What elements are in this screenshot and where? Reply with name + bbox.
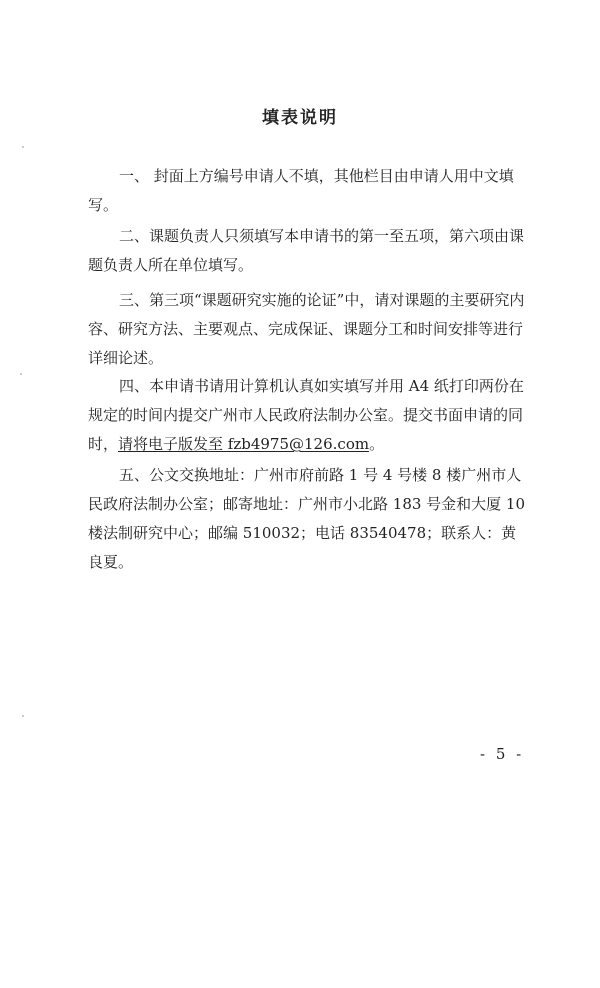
paragraph-3-text: 三、第三项“课题研究实施的论证”中，请对课题的主要研究内容、研究方法、主要观点、完成保证、课题分工和时间安排等进行详细论述。	[88, 291, 525, 367]
paragraph-2-text: 二、课题负责人只须填写本申请书的第一至五项，第六项由课题负责人所在单位填写。	[88, 227, 525, 274]
email-link[interactable]: 请将电子版发至 fzb4975@126.com	[118, 435, 370, 453]
scan-speck	[22, 715, 24, 717]
paragraph-5-text: 五、公文交换地址：广州市府前路 1 号 4 号楼 8 楼广州市人民政府法制办公室；邮寄地址：广州市小北路 183 号金和大厦 10 楼法制研究中心；邮编 510032；电话 83540478；联系人：黄良夏。	[88, 466, 526, 571]
paragraph-4	[88, 372, 528, 460]
document-title: 填表说明	[262, 108, 338, 128]
scan-speck	[20, 373, 22, 375]
paragraph-2	[88, 222, 528, 281]
page-number: - 5 -	[480, 745, 525, 763]
scan-speck	[22, 146, 24, 148]
paragraph-4-end: 。	[369, 435, 385, 453]
paragraph-4-main: 四、本申请书请用计算机认真如实填写并用 A4 纸打印两份在规定的时间内提交广州市人民政府法制办公室。提交书面申请的同时，	[88, 377, 524, 453]
paragraph-3	[88, 286, 528, 374]
paragraph-5	[88, 461, 528, 578]
paragraph-4-text	[88, 372, 528, 459]
paragraph-1	[88, 162, 528, 221]
paragraph-1-text: 一、 封面上方编号申请人不填，其他栏目由申请人用中文填写。	[88, 167, 514, 214]
